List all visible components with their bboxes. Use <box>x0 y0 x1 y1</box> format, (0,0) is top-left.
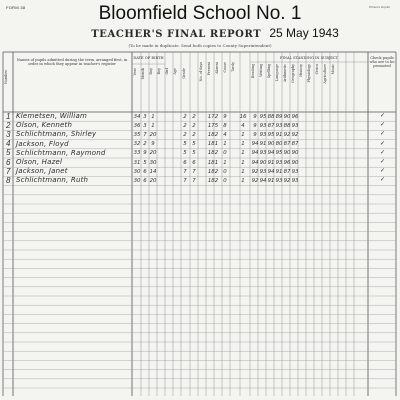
column-subject-0: Reading <box>251 64 255 79</box>
subject-score: 90 <box>291 159 299 166</box>
birth-year: 33 <box>133 150 141 157</box>
absent-days: 4 <box>223 131 227 138</box>
column-number: Number <box>4 70 8 85</box>
birth-day: 30 <box>149 159 157 166</box>
absent-days: 1 <box>223 141 227 148</box>
subject-score: 9 <box>253 131 257 138</box>
column-month: Month <box>141 68 145 80</box>
school-name: Bloomfield School No. 1 <box>98 3 302 24</box>
birth-month: 6 <box>143 168 147 175</box>
column-attendance-1: Present <box>207 62 211 76</box>
subject-score: 95 <box>259 113 267 120</box>
days-value: 5 <box>192 150 196 157</box>
subject-score: 92 <box>283 131 291 138</box>
column-age: Age <box>173 68 177 75</box>
absent-days: 8 <box>223 122 227 129</box>
printer-imprint: Printer's Imprint <box>369 5 390 9</box>
birth-year: 32 <box>133 141 141 148</box>
promote-check: ✓ <box>380 130 386 138</box>
days-value: 5 <box>192 141 196 148</box>
subject-score: 96 <box>291 113 299 120</box>
column-grade: Grade <box>182 68 186 79</box>
present-days: 181 <box>207 141 219 148</box>
grade-value: 2 <box>183 122 187 129</box>
subject-score: 90 <box>291 150 299 157</box>
row-number: 8 <box>6 175 11 185</box>
days-value: 7 <box>192 177 196 184</box>
subject-score: 96 <box>283 159 291 166</box>
subject-score: 94 <box>267 150 275 157</box>
subject-score: 90 <box>267 141 275 148</box>
tardy-count: 1 <box>241 141 245 148</box>
birth-day: 1 <box>151 122 155 129</box>
subject-score: 90 <box>283 150 291 157</box>
subject-score: 92 <box>251 177 259 184</box>
days-value: 7 <box>192 168 196 175</box>
birth-month: 5 <box>143 159 147 166</box>
subject-score: 93 <box>259 122 267 129</box>
subject-score: 88 <box>283 122 291 129</box>
subject-score: 91 <box>275 131 283 138</box>
birth-year: 34 <box>133 113 141 120</box>
subject-score: 87 <box>283 141 291 148</box>
pupil-name: Schlichtmann, Raymond <box>16 148 106 157</box>
pupil-name: Jackson, Floyd <box>16 139 69 148</box>
birth-day: 1 <box>151 113 155 120</box>
subject-score: 90 <box>259 159 267 166</box>
subject-score: 95 <box>267 131 275 138</box>
column-attendance-4: Tardy <box>231 62 235 72</box>
row-number: 1 <box>6 111 11 121</box>
form-number: FORM 38 <box>6 5 26 10</box>
present-days: 182 <box>207 168 219 175</box>
column-subject-7: Physiology <box>307 64 311 83</box>
subject-score: 94 <box>267 168 275 175</box>
subject-score: 95 <box>275 150 283 157</box>
birth-day: 9 <box>151 141 155 148</box>
birth-year: 30 <box>133 168 141 175</box>
absent-days: 0 <box>223 150 227 157</box>
column-subject-10: Music <box>331 64 335 75</box>
present-days: 181 <box>207 159 219 166</box>
subject-score: 91 <box>267 177 275 184</box>
column-attendance-3: Cause <box>223 62 227 73</box>
column-year: Year <box>133 68 137 76</box>
subject-score: 93 <box>259 168 267 175</box>
birth-day: 20 <box>149 150 157 157</box>
absent-days: 0 <box>223 177 227 184</box>
column-final-standing: FINAL STANDING IN SUBJECT <box>279 56 339 60</box>
grade-value: 7 <box>183 168 187 175</box>
tardy-count: 4 <box>241 122 245 129</box>
tardy-count: 1 <box>241 150 245 157</box>
report-date: 25 May 1943 <box>269 26 339 40</box>
report-subtitle: (To be made in duplicate. Send both copies to County Superintendent) <box>128 43 272 48</box>
birth-year: 31 <box>133 159 141 166</box>
birth-month: 9 <box>143 150 147 157</box>
column-subject-3: Language <box>275 64 279 82</box>
pupil-name: Jackson, Janet <box>16 167 68 176</box>
present-days: 182 <box>207 177 219 184</box>
birth-year: 30 <box>133 177 141 184</box>
absent-days: 9 <box>223 113 227 120</box>
tardy-count: 1 <box>241 177 245 184</box>
subject-score: 93 <box>275 177 283 184</box>
birth-month: 2 <box>143 141 147 148</box>
tardy-count: 16 <box>239 113 247 120</box>
days-value: 6 <box>192 159 196 166</box>
present-days: 175 <box>207 122 219 129</box>
column-subject-6: History <box>299 64 303 77</box>
tardy-count: 1 <box>241 168 245 175</box>
column-names: Names of pupils admitted during the term, arranged first, in order in which they appear in teacher's register <box>16 58 128 66</box>
row-number: 7 <box>6 166 11 176</box>
grade-value: 6 <box>183 159 187 166</box>
subject-score: 92 <box>251 168 259 175</box>
column-boy: Boy <box>157 68 161 75</box>
pupil-name: Olson, Kenneth <box>16 121 73 130</box>
pupil-name: Klemetsen, William <box>16 112 87 120</box>
column-subject-2: Spelling <box>267 64 271 79</box>
column-subject-4: Arithmetic <box>283 64 287 83</box>
birth-year: 36 <box>133 122 141 129</box>
column-attendance-2: Absent <box>215 62 219 74</box>
pupil-name: Schlichtmann, Shirley <box>16 130 97 139</box>
subject-score: 93 <box>275 159 283 166</box>
subject-score: 93 <box>291 177 299 184</box>
promote-check: ✓ <box>380 121 386 129</box>
present-days: 182 <box>207 150 219 157</box>
column-check-promoted: Check pupils who are to be promoted <box>369 56 395 68</box>
promote-check: ✓ <box>380 167 386 175</box>
subject-score: 94 <box>251 159 259 166</box>
column-subject-1: Writing <box>259 64 263 77</box>
subject-score: 94 <box>251 150 259 157</box>
birth-month: 3 <box>143 122 147 129</box>
subject-score: 93 <box>259 150 267 157</box>
absent-days: 0 <box>223 168 227 175</box>
row-number: 2 <box>6 120 11 130</box>
subject-score: 87 <box>291 141 299 148</box>
grade-value: 2 <box>183 131 187 138</box>
grade-value: 5 <box>183 141 187 148</box>
row-number: 4 <box>6 139 11 149</box>
subject-score: 91 <box>267 159 275 166</box>
subject-score: 80 <box>275 141 283 148</box>
report-title-text: TEACHER'S FINAL REPORT <box>91 29 262 40</box>
subject-score: 88 <box>267 113 275 120</box>
promote-check: ✓ <box>380 112 386 119</box>
subject-score: 9 <box>253 113 257 120</box>
absent-days: 1 <box>223 159 227 166</box>
subject-score: 87 <box>283 168 291 175</box>
subject-score: 94 <box>259 177 267 184</box>
column-date-of-birth: DATE OF BIRTH <box>133 56 164 60</box>
row-number: 3 <box>6 129 11 139</box>
present-days: 172 <box>207 113 219 120</box>
subject-score: 87 <box>267 122 275 129</box>
tardy-count: 1 <box>241 159 245 166</box>
birth-day: 14 <box>149 168 157 175</box>
subject-score: 89 <box>275 113 283 120</box>
column-subject-9: Agriculture <box>323 64 327 84</box>
column-attendance-0: No. of days <box>199 62 203 82</box>
birth-month: 6 <box>143 177 147 184</box>
tardy-count: 1 <box>241 131 245 138</box>
pupil-name: Schlichtmann, Ruth <box>16 176 89 185</box>
subject-score: 94 <box>251 141 259 148</box>
promote-check: ✓ <box>380 148 386 156</box>
subject-score: 93 <box>259 131 267 138</box>
birth-day: 20 <box>149 177 157 184</box>
pupil-name: Olson, Hazel <box>16 158 63 166</box>
column-subject-5: Geography <box>291 64 295 83</box>
grade-value: 2 <box>183 113 187 120</box>
subject-score: 90 <box>283 113 291 120</box>
column-girl: Girl <box>165 68 169 75</box>
days-value: 2 <box>192 131 196 138</box>
birth-year: 35 <box>133 131 141 138</box>
subject-score: 93 <box>291 168 299 175</box>
subject-score: 91 <box>259 141 267 148</box>
birth-month: 3 <box>143 113 147 120</box>
row-number: 5 <box>6 148 11 158</box>
row-number: 6 <box>6 157 11 167</box>
subject-score: 93 <box>291 122 299 129</box>
grade-value: 7 <box>183 177 187 184</box>
days-value: 2 <box>192 113 196 120</box>
promote-check: ✓ <box>380 139 386 147</box>
column-subject-8: Civics <box>315 64 319 75</box>
birth-month: 7 <box>143 131 147 138</box>
subject-score: 93 <box>275 122 283 129</box>
birth-day: 20 <box>149 131 157 138</box>
subject-score: 9 <box>253 122 257 129</box>
subject-score: 92 <box>283 177 291 184</box>
promote-check: ✓ <box>380 158 386 165</box>
present-days: 182 <box>207 131 219 138</box>
subject-score: 92 <box>291 131 299 138</box>
promote-check: ✓ <box>380 176 386 184</box>
subject-score: 91 <box>275 168 283 175</box>
grade-value: 5 <box>183 150 187 157</box>
column-day: Day <box>149 68 153 75</box>
days-value: 2 <box>192 122 196 129</box>
